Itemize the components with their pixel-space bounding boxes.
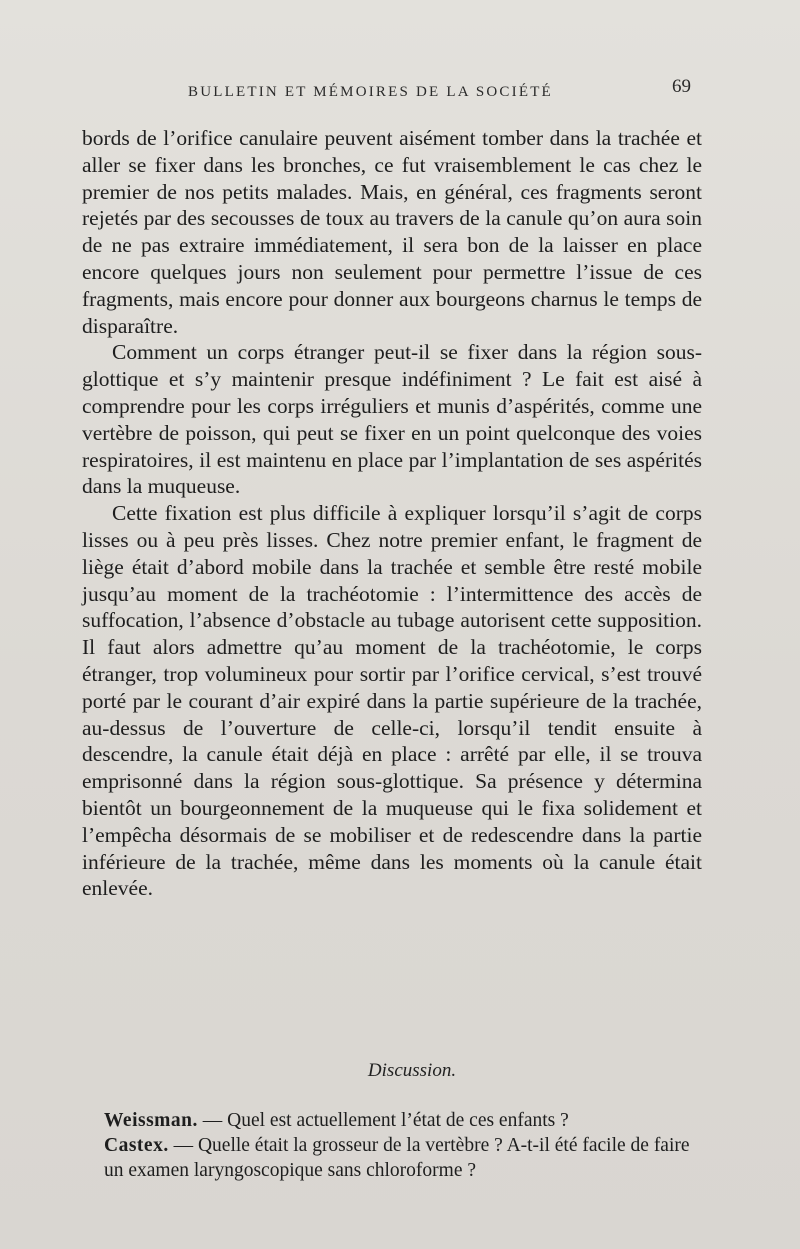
running-title: BULLETIN ET MÉMOIRES DE LA SOCIÉTÉ bbox=[188, 84, 553, 100]
dialogue-line-weissman bbox=[104, 1108, 704, 1133]
speaker-name: Weissman. bbox=[104, 1110, 198, 1131]
dialogue-text: — Quelle était la grosseur de la vertèbre ? A-t-il été facile de faire un examen laryngoscopique sans chloroforme ? bbox=[104, 1135, 690, 1181]
page-number: 69 bbox=[672, 76, 691, 97]
paragraph-3: Cette fixation est plus difficile à expliquer lorsqu’il s’agit de corps lisses ou à peu près lisses. Chez notre premier enfant, le fragment de liège était d’abord mobile dans la trachée et semble être resté mobile jusqu’au moment de la trachéotomie : l’intermittence des accès de suffocation, l’absence d’obstacle au tubage autorisent cette supposition. Il faut alors admettre qu’au moment de la trachéotomie, le corps étranger, trop volumineux pour sortir par l’orifice cervical, s’est trouvé porté par le courant d’air expiré dans la partie supérieure de la trachée, au-dessus de l’ouverture de celle-ci, lorsqu’il tendit ensuite à descendre, la canule était déjà en place : arrêté par elle, il se trouva emprisonné dans la région sous-glottique. Sa présence y détermina bientôt un bourgeonnement de la muqueuse qui le fixa solidement et l’empêcha désormais de se mobiliser et de redescendre dans la partie inférieure de la trachée, même dans les moments où la canule était enlevée. bbox=[82, 501, 702, 901]
discussion-heading: Discussion. bbox=[367, 1060, 457, 1081]
paragraph-1: bords de l’orifice canulaire peuvent aisément tomber dans la trachée et aller se fixer dans les bronches, ce fut vraisemblement le cas chez le premier de nos petits malades. Mais, en général, ces fragments seront rejetés par des secousses de toux au travers de la canule qu’on aura soin de ne pas extraire immédiatement, il sera bon de la laisser en place encore quelques jours non seulement pour permettre l’issue de ces fragments, mais encore pour donner aux bourgeons charnus le temps de disparaître. bbox=[82, 126, 702, 338]
discussion-dialogue bbox=[104, 1108, 704, 1183]
dialogue-line-castex bbox=[104, 1133, 704, 1183]
paragraph-2: Comment un corps étranger peut-il se fixer dans la région sous-glottique et s’y maintenir presque indéfiniment ? Le fait est aisé à comprendre pour les corps irréguliers et munis d’aspérités, comme une vertèbre de poisson, qui peut se fixer en un point quelconque des voies respiratoires, il est maintenu en place par l’implantation de ses aspérités dans la muqueuse. bbox=[82, 340, 702, 499]
body-text bbox=[82, 125, 702, 902]
speaker-name: Castex. bbox=[104, 1135, 169, 1156]
dialogue-text: — Quel est actuellement l’état de ces enfants ? bbox=[197, 1110, 569, 1131]
